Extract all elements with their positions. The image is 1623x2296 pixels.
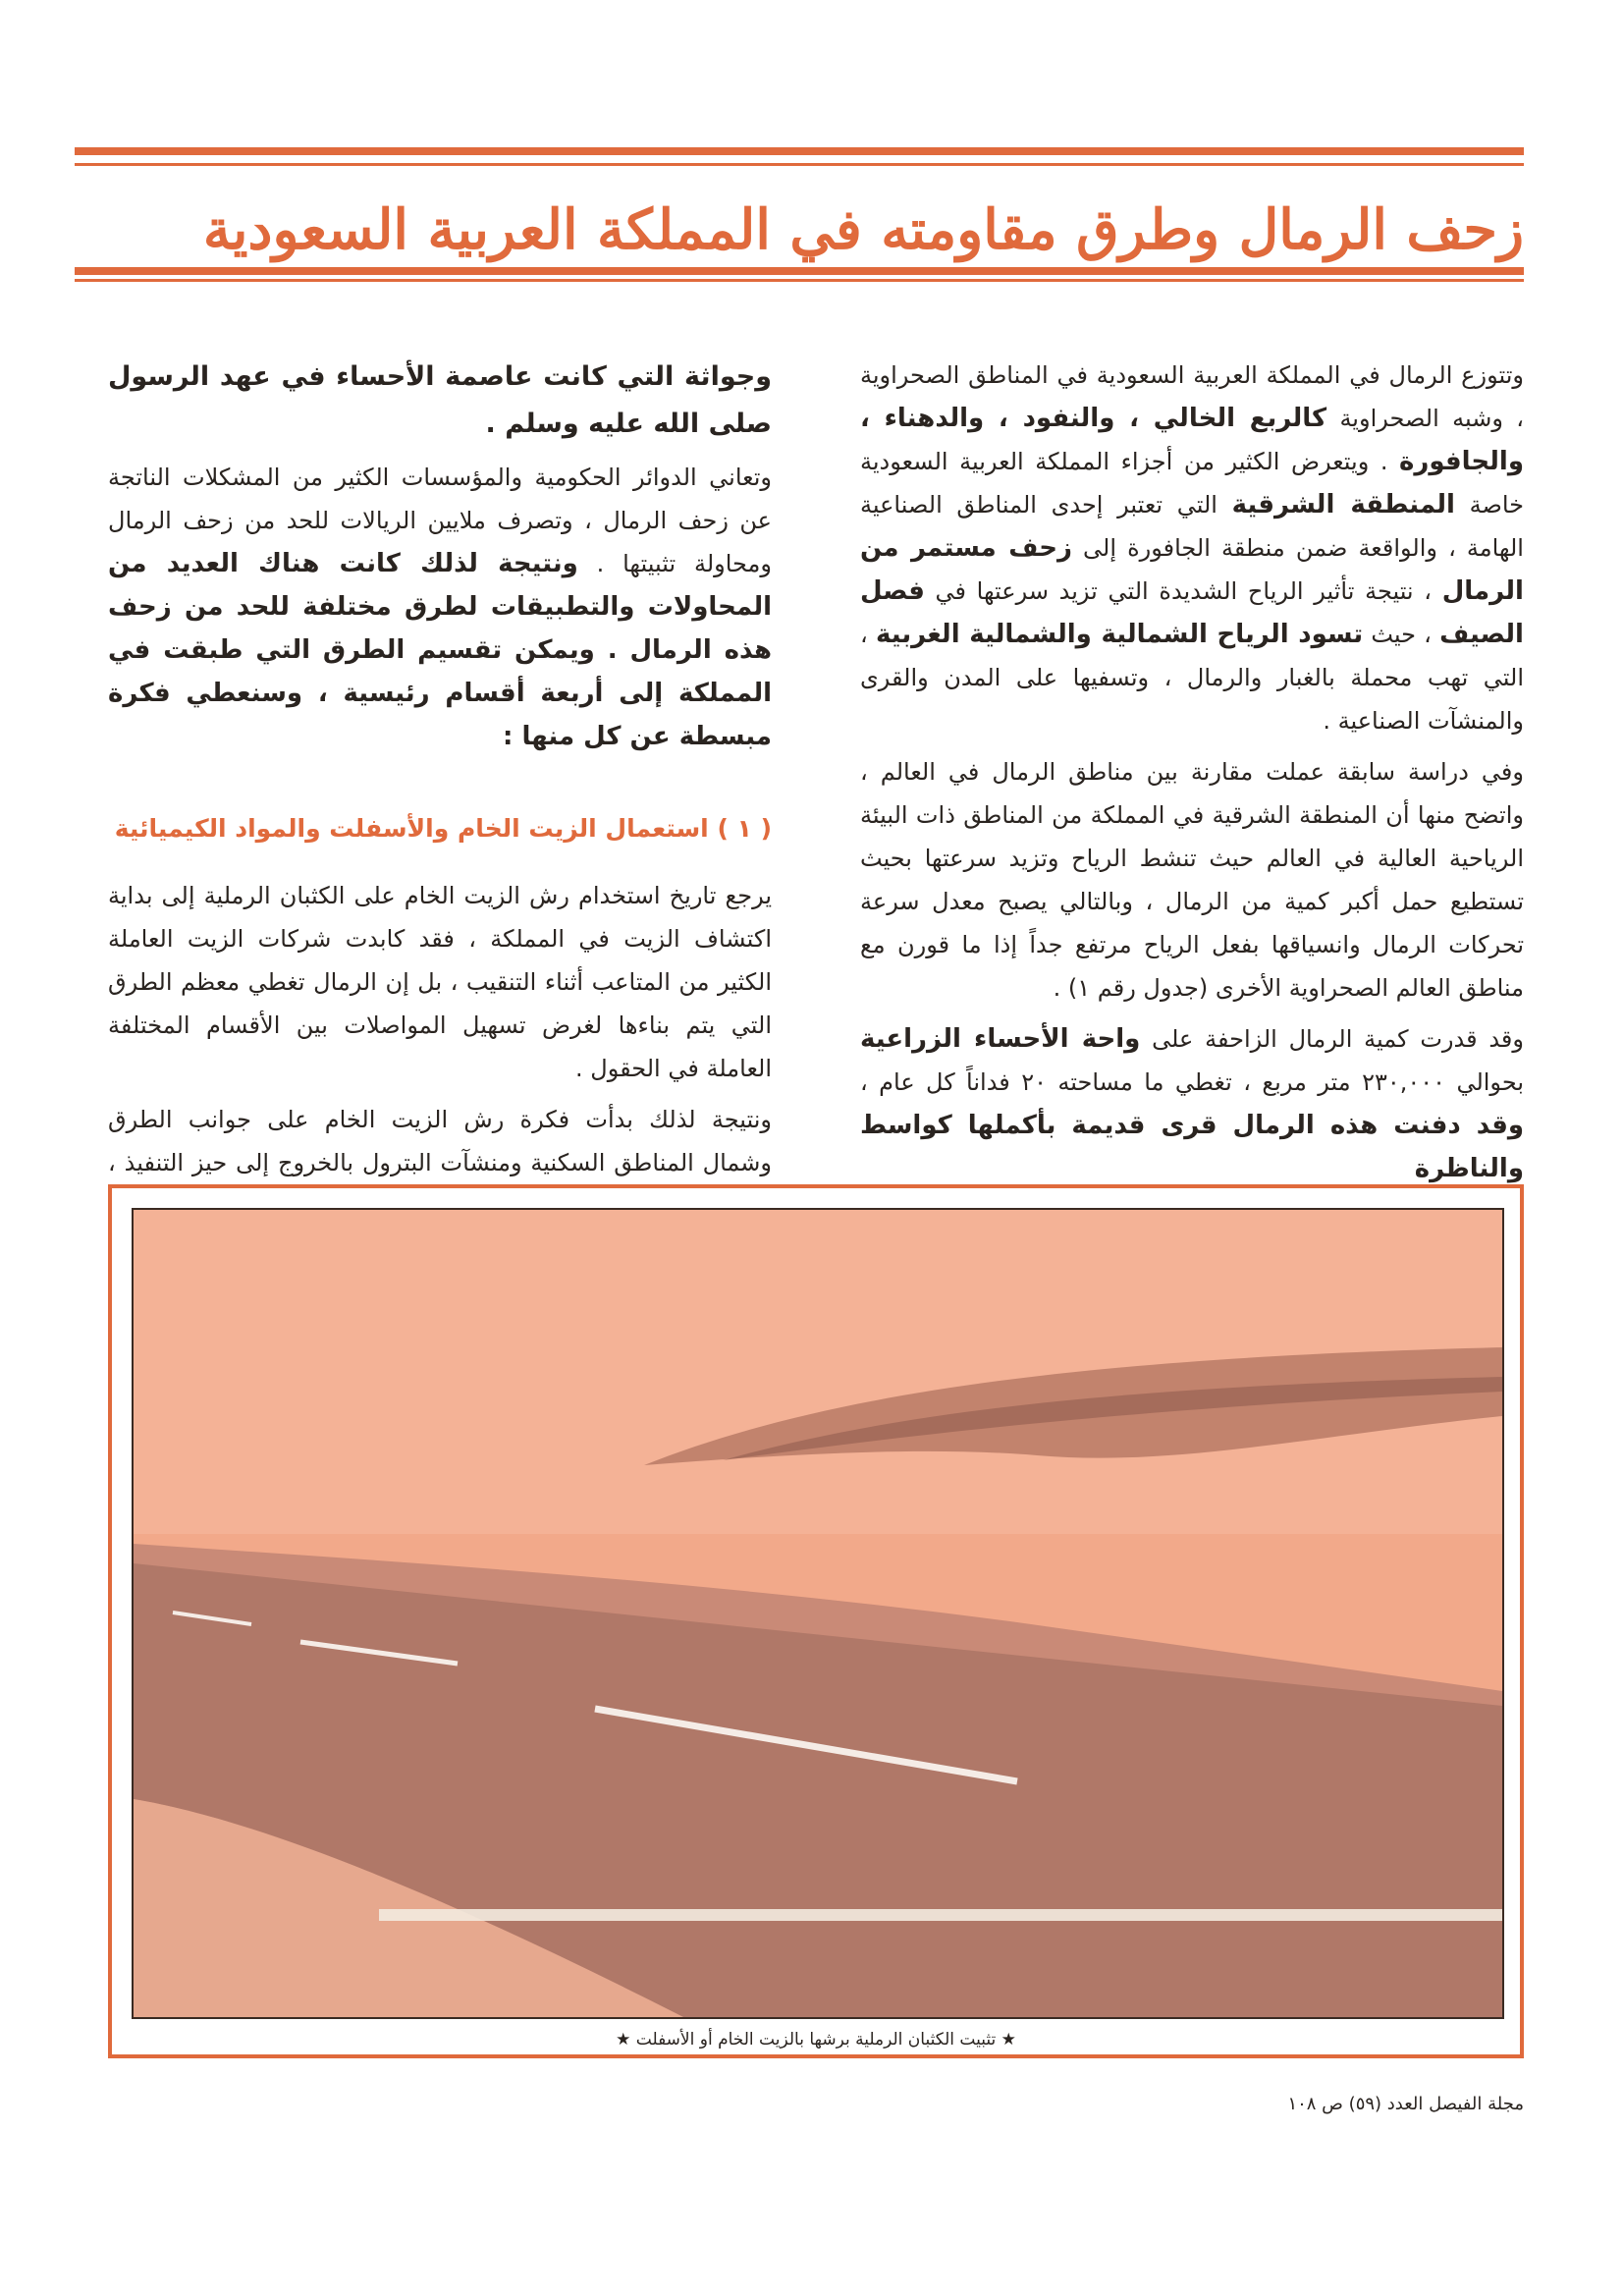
text-run: ، نتيجة تأثير الرياح الشديدة التي تزيد سرعتها في [935,577,1433,605]
text-run: التي تعتبر إحدى المناطق الصناعية الهامة ، والواقعة ضمن منطقة الجافورة إلى [860,491,1524,562]
bold-run: ونتيجة لذلك كانت هناك العديد من المحاولات والتطبيقات لطرق مختلفة للحد من زحف هذه الرمال . ويمكن تقسيم الطرق التي طبقت في المملكة إلى أربعة أقسام رئيسية ، وسنعطي فكرة مبسطة عن كل منها : [108,549,772,751]
text-run: بحوالي ٢٣٠,٠٠٠ متر مربع ، تغطي ما مساحته ٢٠ فداناً كل عام ، [860,1068,1525,1096]
desert-road-photo [132,1208,1504,2019]
bold-run: كالربع الخالي ، والنفود ، والدهناء ، والجافورة [860,404,1524,476]
paragraph: وفي دراسة سابقة عملت مقارنة بين مناطق الرمال في العالم ، واتضح منها أن المنطقة الشرقية في المملكة من المناطق ذات البيئة الرياحية العالية في العالم حيث تنشط الرياح وتزيد سرعتها بحيث تستطيع حمل أكبر كمية من الرمال ، وبالتالي يصبح معدل سرعة تحركات الرمال وانسياقها بفعل الرياح مرتفع جداً إذا ما قورن مع مناطق العالم الصحراوية الأخرى (جدول رقم ١) . [860,758,1524,1002]
desert-road-illustration [134,1210,1502,2017]
text-run: . ويتعرض الكثير من أجزاء المملكة العربية السعودية خاصة [860,448,1525,519]
paragraph: يرجع تاريخ استخدام رش الزيت الخام على الكثبان الرملية إلى بداية اكتشاف الزيت في المملكة ، فقد كابدت شركات الزيت العاملة الكثير من المتاعب أثناء التنقيب ، بل إن الرمال تغطي معظم الطرق التي يتم بناءها لغرض تسهيل المواصلات بين الأقسام المختلفة العاملة في الحقول . [108,882,772,1082]
text-run: ، التي تهب محملة بالغبار والرمال ، وتسفيها على المدن والقرى والمنشآت الصناعية . [860,621,1524,735]
text-run: وقد قدرت كمية الرمال الزاحفة على [1152,1025,1524,1053]
photo-caption: ★ تثبيت الكثبان الرملية برشها بالزيت الخام أو الأسفلت ★ [616,2030,1016,2050]
section-heading: ( ١ ) استعمال الزيت الخام والأسفلت والمواد الكيميائية [114,814,772,843]
text-run: وتعاني الدوائر الحكومية والمؤسسات الكثير من المشكلات الناتجة عن زحف الرمال ، وتصرف ملايين الريالات للحد من زحف الرمال ومحاولة تثبيتها . [108,464,772,577]
bold-run: فصل الصيف [860,576,1524,649]
left-text-column [108,354,772,1235]
text-run: ، حيث [1371,621,1432,648]
paragraph: ونتيجة لذلك بدأت فكرة رش الزيت الخام على جوانب الطرق وشمال المناطق السكنية ومنشآت البترول بالخروج إلى حيز التنفيذ ، [108,1106,772,1176]
bold-run: تسود الرياح الشمالية والشمالية الغربية [875,620,1364,649]
right-text-column [860,354,1524,1198]
paragraph [860,1017,1524,1190]
bold-run: زحف مستمر من الرمال [860,533,1524,606]
bold-run: واحة الأحساء الزراعية [860,1024,1141,1054]
title-border-thick [75,267,1524,275]
paragraph [108,456,772,758]
title-border-thin [75,279,1524,282]
photo-frame [108,1184,1524,2058]
article-title: زحف الرمال وطرق مقاومته في المملكة العربية السعودية [202,197,1524,262]
text-run: وتتوزع الرمال في المملكة العربية السعودية في المناطق الصحراوية ، وشبه الصحراوية [860,361,1524,432]
bold-run: المنطقة الشرقية [1231,490,1455,519]
top-border-thick [75,147,1524,155]
page-footer: مجلة الفيصل العدد (٥٩) ص ١٠٨ [1287,2094,1524,2114]
paragraph-lead: وجواثة التي كانت عاصمة الأحساء في عهد الرسول صلى الله عليه وسلم . [108,361,772,439]
bold-run: وقد دفنت هذه الرمال قرى قديمة بأكملها كواسط والناظرة [860,1111,1524,1183]
top-border-thin [75,163,1524,166]
paragraph [860,354,1524,742]
